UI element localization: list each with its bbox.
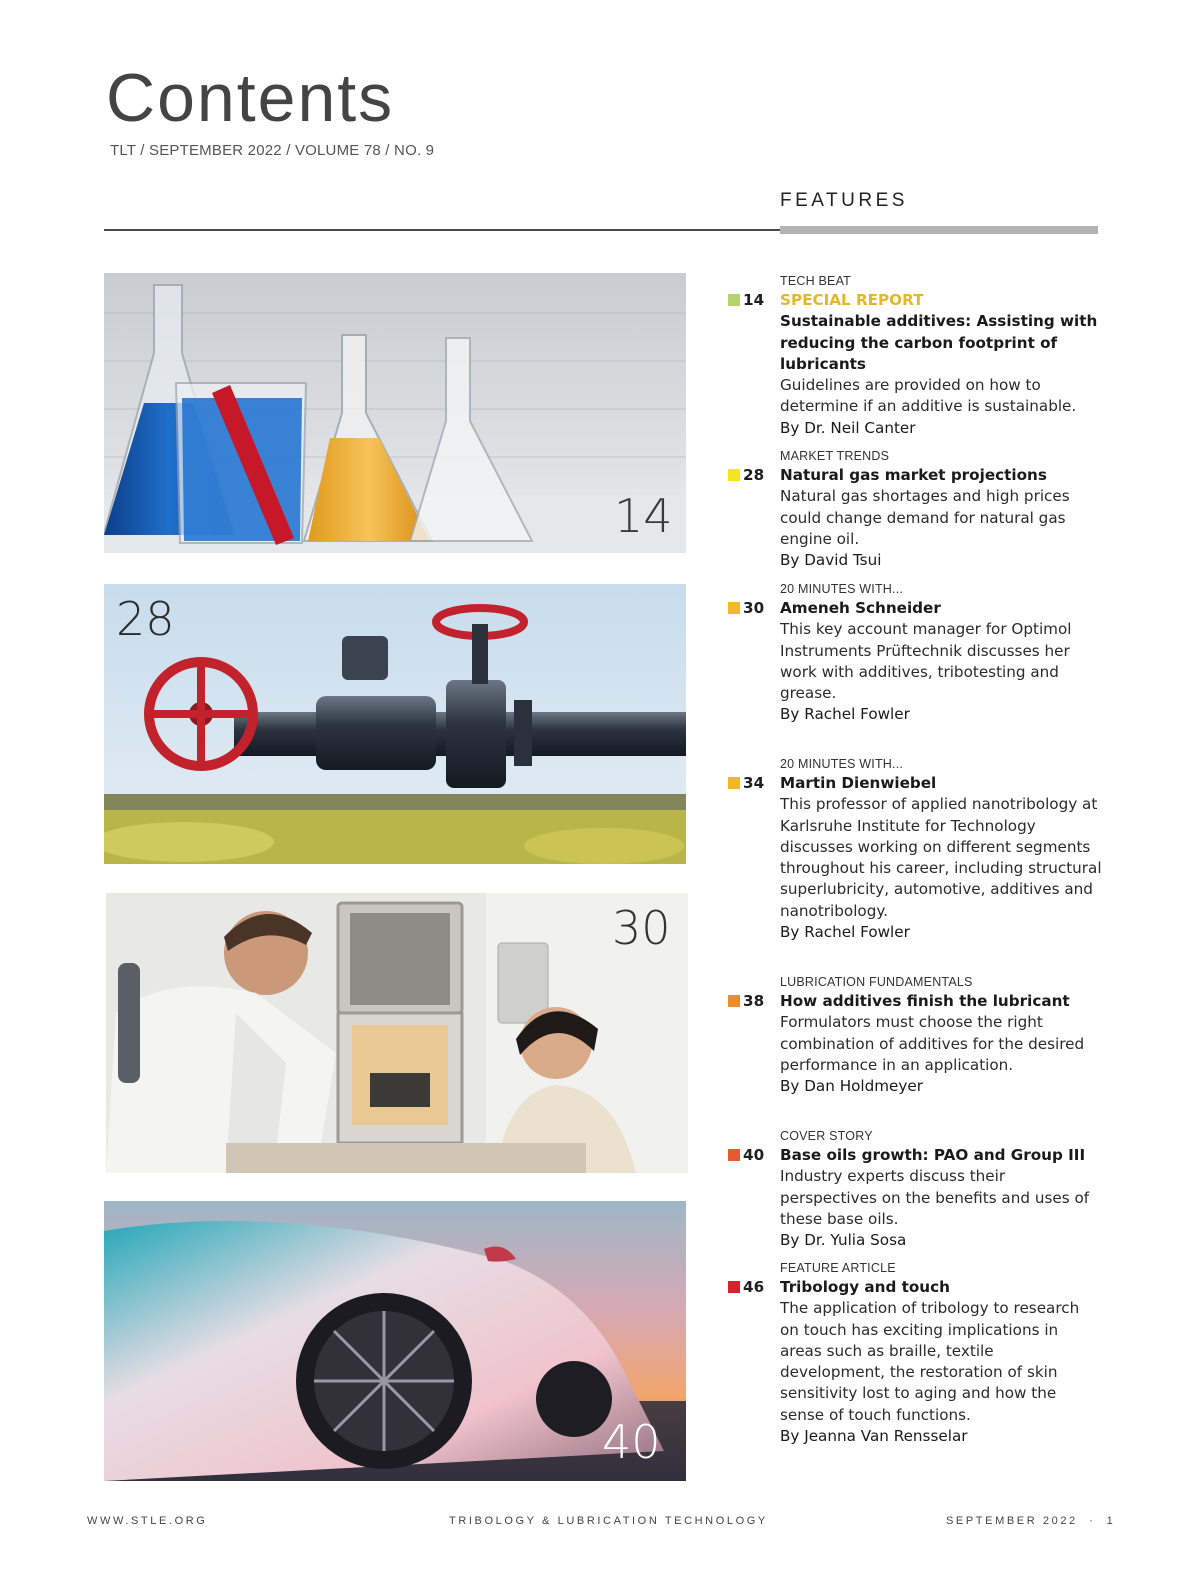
feature-kicker: FEATURE ARTICLE xyxy=(780,1261,896,1275)
feature-title[interactable]: How additives finish the lubricant xyxy=(780,992,1070,1010)
color-square-icon xyxy=(728,1281,740,1293)
feature-kicker: 20 MINUTES WITH... xyxy=(780,757,904,771)
photo-number-28: 28 xyxy=(116,592,175,646)
footer-website[interactable]: WWW.STLE.ORG xyxy=(87,1515,208,1527)
feature-description: Natural gas shortages and high prices could change demand for natural gas engine oil. xyxy=(780,487,1070,548)
photo-gas-pipeline xyxy=(104,584,686,864)
page-title: Contents xyxy=(106,60,395,136)
header-rule xyxy=(104,229,784,231)
color-square-icon xyxy=(728,995,740,1007)
feature-kicker: TECH BEAT xyxy=(780,274,852,288)
feature-title[interactable]: Ameneh Schneider xyxy=(780,599,941,617)
feature-page-number[interactable]: 38 xyxy=(743,992,765,1010)
feature-page-number[interactable]: 34 xyxy=(743,774,765,792)
feature-byline: By Dan Holdmeyer xyxy=(780,1077,923,1096)
feature-description: This key account manager for Optimol Instruments Prüftechnik discusses her work with additives, tribotesting and grease. xyxy=(780,620,1072,703)
section-heading-features: FEATURES xyxy=(780,190,908,211)
feature-byline: By Jeanna Van Rensselar xyxy=(780,1427,968,1446)
feature-description: Formulators must choose the right combination of additives for the desired performance in an application. xyxy=(780,1013,1085,1074)
photo-number-14: 14 xyxy=(614,489,673,543)
feature-title[interactable]: Natural gas market projections xyxy=(780,466,1047,484)
issue-line: TLT / SEPTEMBER 2022 / VOLUME 78 / NO. 9 xyxy=(110,142,435,159)
photo-car-sunset xyxy=(104,1201,686,1481)
footer-publication: TRIBOLOGY & LUBRICATION TECHNOLOGY xyxy=(449,1515,768,1527)
photo-number-30: 30 xyxy=(612,901,671,955)
feature-page-number[interactable]: 14 xyxy=(743,291,765,309)
footer-date-page: SEPTEMBER 2022 · 1 xyxy=(946,1515,1116,1527)
feature-title[interactable]: Martin Dienwiebel xyxy=(780,774,937,792)
feature-description: Guidelines are provided on how to determine if an additive is sustainable. xyxy=(780,376,1077,416)
feature-kicker: 20 MINUTES WITH... xyxy=(780,582,904,596)
color-square-icon xyxy=(728,294,740,306)
feature-byline: By Rachel Fowler xyxy=(780,923,910,942)
feature-page-number[interactable]: 46 xyxy=(743,1278,765,1296)
feature-page-number[interactable]: 28 xyxy=(743,466,765,484)
feature-kicker: MARKET TRENDS xyxy=(780,449,890,463)
photo-number-40: 40 xyxy=(602,1415,661,1469)
feature-title[interactable]: Sustainable additives: Assisting with reducing the carbon footprint of lubricants xyxy=(780,312,1098,373)
feature-kicker: LUBRICATION FUNDAMENTALS xyxy=(780,975,973,989)
feature-kicker: COVER STORY xyxy=(780,1129,873,1143)
color-square-icon xyxy=(728,1149,740,1161)
feature-page-number[interactable]: 30 xyxy=(743,599,765,617)
color-square-icon xyxy=(728,602,740,614)
photo-lab-flasks xyxy=(104,273,686,553)
feature-byline: By Dr. Yulia Sosa xyxy=(780,1231,907,1250)
color-square-icon xyxy=(728,469,740,481)
color-square-icon xyxy=(728,777,740,789)
feature-description: The application of tribology to research on touch has exciting implications in areas such as braille, textile development, the restoration of skin sensitivity lost to aging and how the sense of touch functions. xyxy=(780,1299,1080,1424)
feature-byline: By Rachel Fowler xyxy=(780,705,910,724)
features-rule xyxy=(780,226,1098,234)
feature-description: Industry experts discuss their perspectives on the benefits and uses of these base oils. xyxy=(780,1167,1090,1228)
feature-highlight: SPECIAL REPORT xyxy=(780,291,924,309)
feature-byline: By David Tsui xyxy=(780,551,882,570)
feature-title[interactable]: Base oils growth: PAO and Group III xyxy=(780,1146,1086,1164)
feature-byline: By Dr. Neil Canter xyxy=(780,418,916,437)
feature-title[interactable]: Tribology and touch xyxy=(780,1278,950,1296)
photo-lab-tribotester xyxy=(106,893,688,1173)
feature-description: This professor of applied nanotribology at Karlsruhe Institute for Technology discusses working on different segments throughout his career, including structural superlubricity, automotive, additives and nanotribology. xyxy=(780,795,1102,920)
feature-page-number[interactable]: 40 xyxy=(743,1146,765,1164)
